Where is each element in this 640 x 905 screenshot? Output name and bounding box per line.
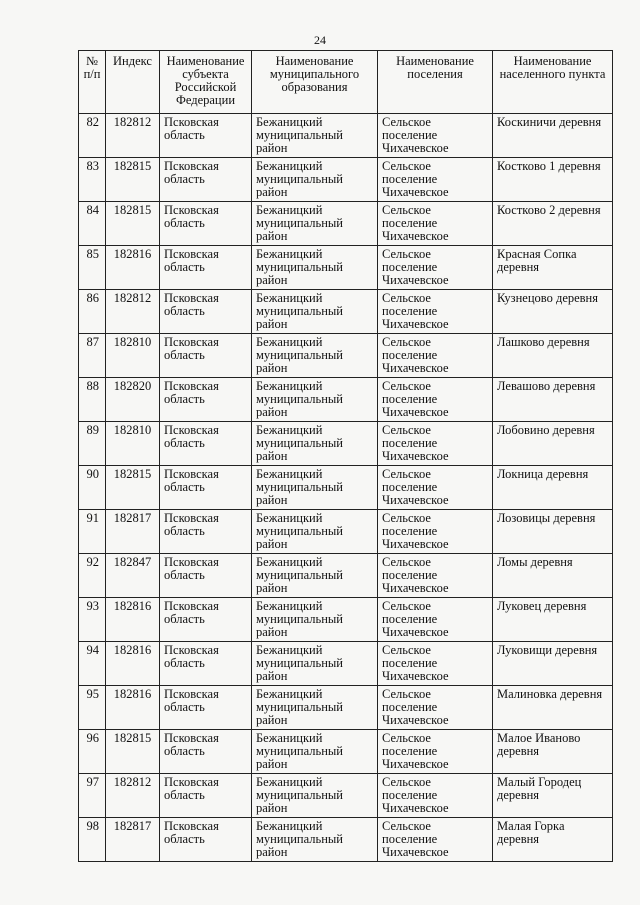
row-locality: Костково 2 деревня — [493, 202, 613, 246]
row-settlement: Сельское поселение Чихачевское — [378, 598, 493, 642]
row-locality: Лозовицы деревня — [493, 510, 613, 554]
table-row — [79, 334, 613, 378]
row-locality: Лобовино деревня — [493, 422, 613, 466]
header-index: Индекс — [106, 51, 160, 114]
row-settlement: Сельское поселение Чихачевское — [378, 422, 493, 466]
row-index: 182816 — [106, 686, 160, 730]
row-locality: Лашково деревня — [493, 334, 613, 378]
page-number: 24 — [314, 33, 326, 47]
row-index: 182820 — [106, 378, 160, 422]
row-municipality: Бежаницкий муниципальный район — [252, 554, 378, 598]
row-municipality: Бежаницкий муниципальный район — [252, 114, 378, 158]
row-index: 182815 — [106, 730, 160, 774]
row-settlement: Сельское поселение Чихачевское — [378, 378, 493, 422]
row-municipality: Бежаницкий муниципальный район — [252, 510, 378, 554]
row-locality: Малая Горка деревня — [493, 818, 613, 862]
row-locality: Ломы деревня — [493, 554, 613, 598]
row-index: 182810 — [106, 334, 160, 378]
row-num: 91 — [79, 510, 106, 554]
row-num: 97 — [79, 774, 106, 818]
row-locality: Малое Иваново деревня — [493, 730, 613, 774]
row-settlement: Сельское поселение Чихачевское — [378, 510, 493, 554]
row-locality: Костково 1 деревня — [493, 158, 613, 202]
row-subject: Псковская область — [160, 642, 252, 686]
row-settlement: Сельское поселение Чихачевское — [378, 334, 493, 378]
row-municipality: Бежаницкий муниципальный район — [252, 686, 378, 730]
row-municipality: Бежаницкий муниципальный район — [252, 774, 378, 818]
row-num: 83 — [79, 158, 106, 202]
row-municipality: Бежаницкий муниципальный район — [252, 730, 378, 774]
row-index: 182812 — [106, 290, 160, 334]
row-settlement: Сельское поселение Чихачевское — [378, 730, 493, 774]
row-subject: Псковская область — [160, 378, 252, 422]
row-subject: Псковская область — [160, 334, 252, 378]
row-settlement: Сельское поселение Чихачевское — [378, 642, 493, 686]
row-settlement: Сельское поселение Чихачевское — [378, 290, 493, 334]
row-locality: Малый Городец деревня — [493, 774, 613, 818]
table-row — [79, 642, 613, 686]
row-index: 182817 — [106, 818, 160, 862]
row-num: 88 — [79, 378, 106, 422]
row-subject: Псковская область — [160, 510, 252, 554]
row-settlement: Сельское поселение Чихачевское — [378, 202, 493, 246]
row-municipality: Бежаницкий муниципальный район — [252, 334, 378, 378]
table-row — [79, 422, 613, 466]
row-num: 96 — [79, 730, 106, 774]
row-subject: Псковская область — [160, 422, 252, 466]
table-row — [79, 114, 613, 158]
localities-table — [78, 50, 613, 862]
row-locality: Левашово деревня — [493, 378, 613, 422]
table-row — [79, 598, 613, 642]
row-municipality: Бежаницкий муниципальный район — [252, 202, 378, 246]
table-row — [79, 202, 613, 246]
header-num: № п/п — [79, 51, 106, 114]
row-subject: Псковская область — [160, 158, 252, 202]
row-index: 182815 — [106, 158, 160, 202]
table-row — [79, 730, 613, 774]
table-row — [79, 818, 613, 862]
row-municipality: Бежаницкий муниципальный район — [252, 158, 378, 202]
row-locality: Локница деревня — [493, 466, 613, 510]
row-subject: Псковская область — [160, 466, 252, 510]
row-num: 92 — [79, 554, 106, 598]
table-row — [79, 554, 613, 598]
table-row — [79, 378, 613, 422]
row-num: 95 — [79, 686, 106, 730]
row-subject: Псковская область — [160, 818, 252, 862]
table-row — [79, 290, 613, 334]
header-settlement: Наименование поселения — [378, 51, 493, 114]
row-index: 182816 — [106, 642, 160, 686]
row-subject: Псковская область — [160, 114, 252, 158]
row-index: 182812 — [106, 114, 160, 158]
row-num: 85 — [79, 246, 106, 290]
row-num: 90 — [79, 466, 106, 510]
row-subject: Псковская область — [160, 554, 252, 598]
row-settlement: Сельское поселение Чихачевское — [378, 114, 493, 158]
row-subject: Псковская область — [160, 290, 252, 334]
row-num: 86 — [79, 290, 106, 334]
row-settlement: Сельское поселение Чихачевское — [378, 686, 493, 730]
row-municipality: Бежаницкий муниципальный район — [252, 422, 378, 466]
row-settlement: Сельское поселение Чихачевское — [378, 774, 493, 818]
row-subject: Псковская область — [160, 246, 252, 290]
row-municipality: Бежаницкий муниципальный район — [252, 378, 378, 422]
row-settlement: Сельское поселение Чихачевское — [378, 158, 493, 202]
row-subject: Псковская область — [160, 598, 252, 642]
row-municipality: Бежаницкий муниципальный район — [252, 598, 378, 642]
table-body — [79, 114, 613, 862]
row-index: 182817 — [106, 510, 160, 554]
row-index: 182815 — [106, 466, 160, 510]
row-num: 82 — [79, 114, 106, 158]
row-municipality: Бежаницкий муниципальный район — [252, 642, 378, 686]
row-locality: Коскиничи деревня — [493, 114, 613, 158]
row-index: 182815 — [106, 202, 160, 246]
table-row — [79, 246, 613, 290]
row-index: 182816 — [106, 246, 160, 290]
row-subject: Псковская область — [160, 202, 252, 246]
row-index: 182816 — [106, 598, 160, 642]
row-num: 93 — [79, 598, 106, 642]
row-municipality: Бежаницкий муниципальный район — [252, 246, 378, 290]
row-locality: Луковищи деревня — [493, 642, 613, 686]
row-num: 87 — [79, 334, 106, 378]
row-index: 182847 — [106, 554, 160, 598]
row-settlement: Сельское поселение Чихачевское — [378, 466, 493, 510]
row-settlement: Сельское поселение Чихачевское — [378, 818, 493, 862]
header-municipality: Наименование муниципального образования — [252, 51, 378, 114]
row-num: 89 — [79, 422, 106, 466]
row-num: 84 — [79, 202, 106, 246]
row-index: 182812 — [106, 774, 160, 818]
row-locality: Луковец деревня — [493, 598, 613, 642]
row-index: 182810 — [106, 422, 160, 466]
row-settlement: Сельское поселение Чихачевское — [378, 554, 493, 598]
table-row — [79, 510, 613, 554]
row-municipality: Бежаницкий муниципальный район — [252, 818, 378, 862]
header-locality: Наименование населенного пункта — [493, 51, 613, 114]
table-row — [79, 774, 613, 818]
row-municipality: Бежаницкий муниципальный район — [252, 466, 378, 510]
row-locality: Красная Сопка деревня — [493, 246, 613, 290]
row-locality: Малиновка деревня — [493, 686, 613, 730]
row-municipality: Бежаницкий муниципальный район — [252, 290, 378, 334]
row-num: 94 — [79, 642, 106, 686]
row-subject: Псковская область — [160, 730, 252, 774]
row-subject: Псковская область — [160, 774, 252, 818]
table-header-row — [79, 51, 613, 114]
row-settlement: Сельское поселение Чихачевское — [378, 246, 493, 290]
table-row — [79, 686, 613, 730]
table-row — [79, 466, 613, 510]
row-locality: Кузнецово деревня — [493, 290, 613, 334]
row-num: 98 — [79, 818, 106, 862]
row-subject: Псковская область — [160, 686, 252, 730]
header-subject: Наименование субъекта Российской Федерации — [160, 51, 252, 114]
table-row — [79, 158, 613, 202]
